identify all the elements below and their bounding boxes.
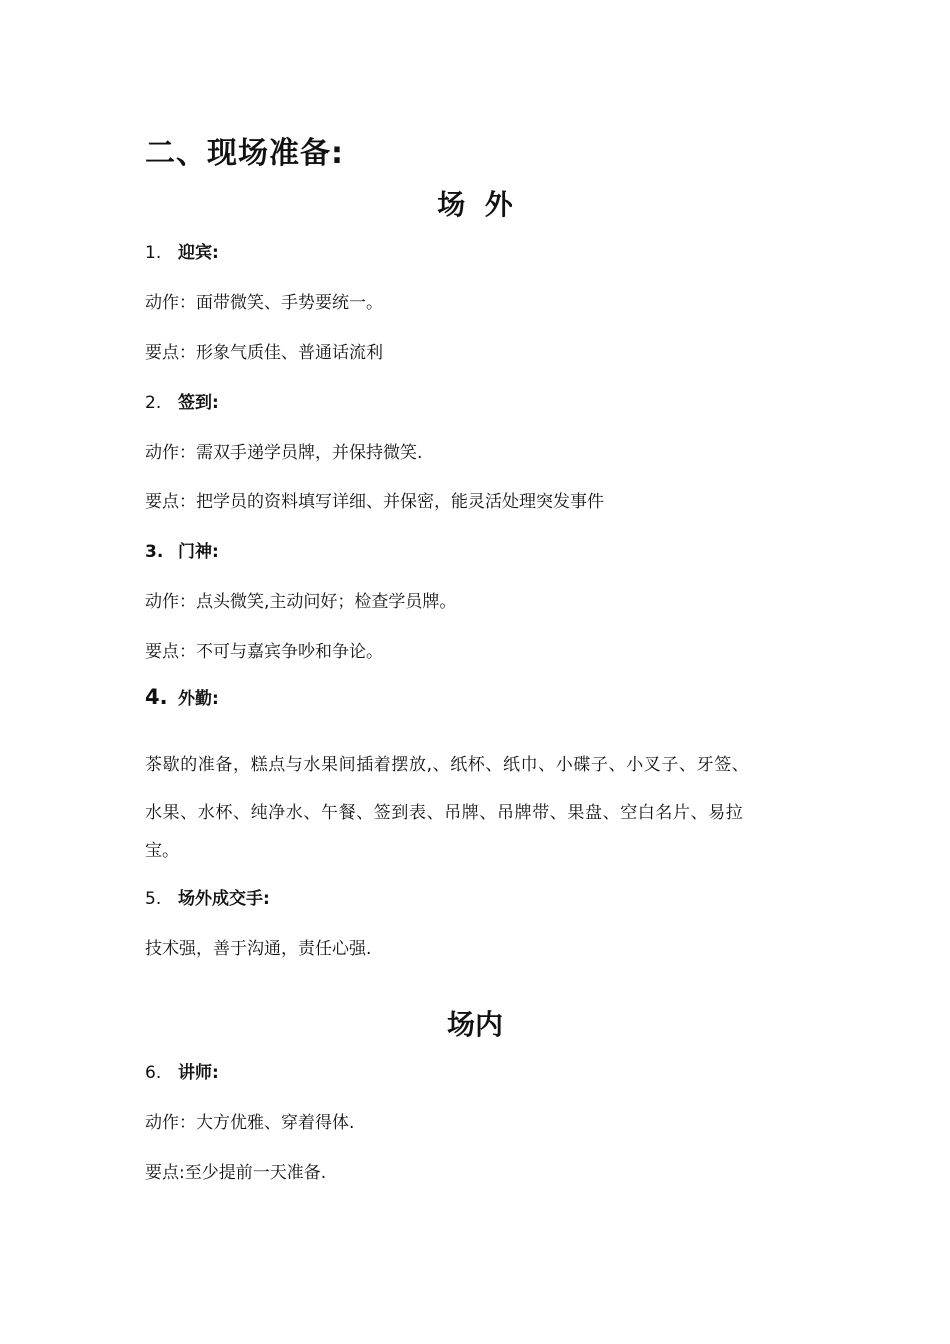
item-line: 要点:至少提前一天准备. (145, 1163, 327, 1183)
item-heading-closer (145, 884, 270, 909)
item-label: 迎宾: (178, 243, 219, 263)
item-heading-doorman (145, 537, 219, 562)
section-title-outside: 场 外 (437, 188, 513, 221)
item-heading-lecturer (145, 1058, 219, 1083)
item-label: 门神: (178, 542, 219, 562)
item-line: 动作：大方优雅、穿着得体. (145, 1113, 355, 1133)
item-line: 技术强，善于沟通，责任心强. (145, 939, 372, 959)
item-label: 外勤: (178, 689, 219, 709)
section-title-inside: 场内 (446, 1008, 503, 1041)
item-label: 讲师: (178, 1063, 219, 1083)
item-label: 场外成交手: (178, 889, 270, 909)
item-line: 要点：形象气质佳、普通话流利 (145, 343, 383, 363)
main-title: 二、现场准备: (145, 136, 344, 171)
paragraph-line: 茶歇的准备，糕点与水果间插着摆放,、纸杯、纸巾、小碟子、小叉子、牙签、 (145, 755, 750, 775)
item-number: 1. (145, 243, 162, 263)
item-number: 6. (145, 1063, 162, 1083)
item-number: 3. (145, 542, 164, 562)
item-number: 5. (145, 889, 162, 909)
item-line: 要点：不可与嘉宾争吵和争论。 (145, 642, 383, 662)
item-heading-signin (145, 388, 219, 413)
paragraph-line: 宝。 (145, 841, 179, 861)
item-line: 动作：点头微笑,主动问好；检查学员牌。 (145, 592, 457, 612)
item-line: 动作：面带微笑、手势要统一。 (145, 293, 383, 313)
item-line: 动作：需双手递学员牌，并保持微笑. (145, 443, 423, 463)
paragraph-line: 水果、水杯、纯净水、午餐、签到表、吊牌、吊牌带、果盘、空白名片、易拉 (145, 803, 744, 823)
item-heading-greeter (145, 238, 219, 263)
item-line: 要点：把学员的资料填写详细、并保密，能灵活处理突发事件 (145, 492, 604, 512)
item-heading-logistics (145, 684, 219, 709)
item-number: 4. (145, 685, 168, 709)
item-number: 2. (145, 393, 162, 413)
item-label: 签到: (178, 393, 219, 413)
